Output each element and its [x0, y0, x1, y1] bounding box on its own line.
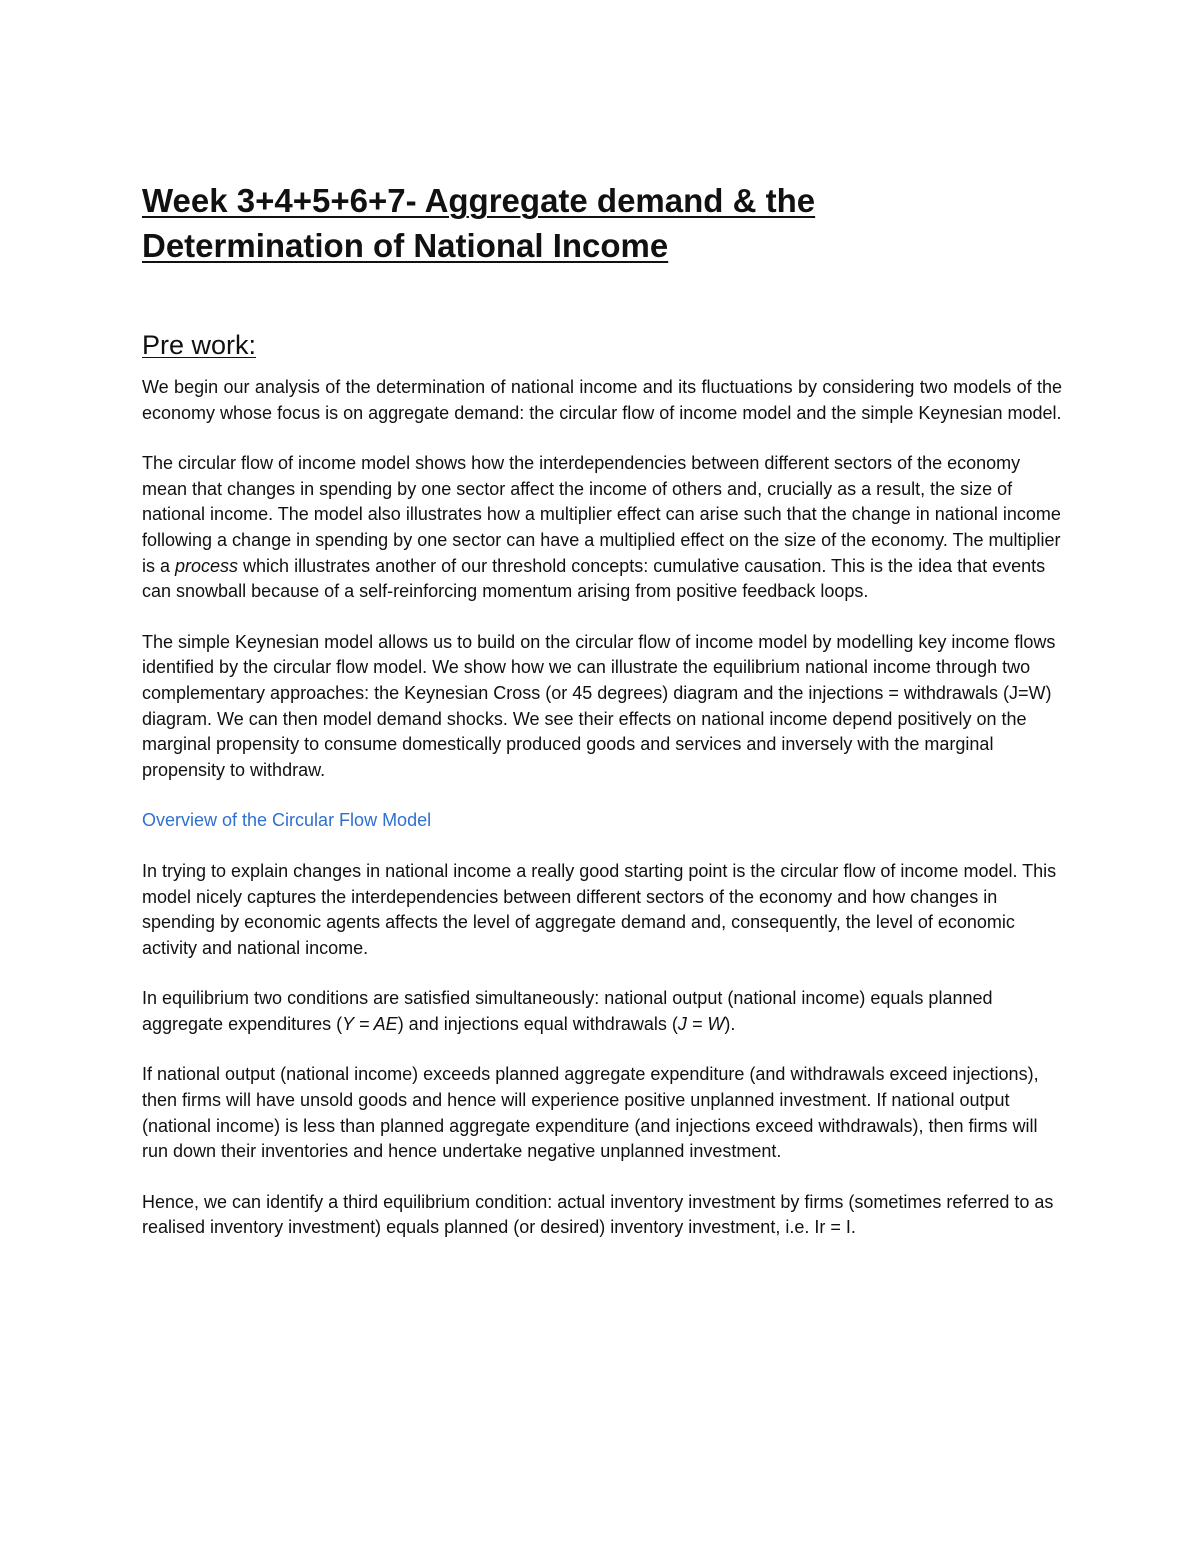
title-line-2: Determination of National Income	[142, 227, 669, 264]
y-equals-ae-italic: Y = AE	[342, 1013, 398, 1034]
equilibrium-text-3: ).	[724, 1013, 736, 1034]
process-italic: process	[175, 555, 239, 576]
keynesian-paragraph: The simple Keynesian model allows us to build on the circular flow of income model by modelling key income flows identified by the circular flow model. We show how we can illustrate the equilibrium national income through two complementary approaches: the Keynesian Cross (or 45 degrees) diagram and the injections = withdrawals (J=W) diagram. We can then model demand shocks. We see their effects on national income depend positively on the marginal propensity to consume domestically produced goods and services and inversely with the marginal propensity to withdraw.	[142, 631, 1056, 780]
circular-flow-text-2: which illustrates another of our threshold concepts: cumulative causation. This is the idea that events can snowball because of a self-reinforcing momentum arising from positive feedback loops.	[142, 555, 1046, 602]
equilibrium-text-1: In equilibrium two conditions are satisfied simultaneously: national output (national income) equals planned aggregate expenditures (	[142, 988, 993, 1034]
equilibrium-text-2: ) and injections equal withdrawals (	[397, 1013, 678, 1034]
j-equals-w-italic: J = W	[677, 1013, 725, 1034]
document-page	[142, 178, 1062, 1241]
title-line-1: Week 3+4+5+6+7- Aggregate demand & the	[142, 182, 816, 219]
equilibrium-paragraph	[142, 986, 1062, 1037]
unplanned-investment-paragraph: If national output (national income) exceeds planned aggregate expenditure (and withdrawals exceed injections), then firms will have unsold goods and hence will experience positive unplanned investment. If national output (national income) is less than planned aggregate expenditure (and injections exceed withdrawals), then firms will run down their inventories and hence undertake negative unplanned investment.	[142, 1064, 1039, 1162]
document-title	[142, 178, 1062, 268]
intro-paragraph: We begin our analysis of the determination of national income and its fluctuations by considering two models of the economy whose focus is on aggregate demand: the circular flow of income model and the simple Keynesian model.	[142, 377, 1062, 423]
subheading-circular-flow-overview: Overview of the Circular Flow Model	[142, 810, 432, 831]
overview-paragraph: In trying to explain changes in national income a really good starting point is the circular flow of income model. This model nicely captures the interdependencies between different sectors of the economy and how changes in spending by economic agents affects the level of aggregate demand and, consequently, the level of economic activity and national income.	[142, 860, 1057, 958]
third-condition-paragraph: Hence, we can identify a third equilibrium condition: actual inventory investment by firms (sometimes referred to as realised inventory investment) equals planned (or desired) inventory investment, i.e. Ir = I.	[142, 1191, 1054, 1238]
circular-flow-text-1: The circular flow of income model shows how the interdependencies between different sectors of the economy mean that changes in spending by one sector affect the income of others and, crucially as a result, the size of national income. The model also illustrates how a multiplier effect can arise such that the change in national income following a change in spending by one sector can have a multiplied effect on the size of the economy. The multiplier is a	[142, 453, 1061, 576]
circular-flow-paragraph	[142, 451, 1062, 605]
section-heading-pre-work: Pre work:	[142, 330, 257, 360]
